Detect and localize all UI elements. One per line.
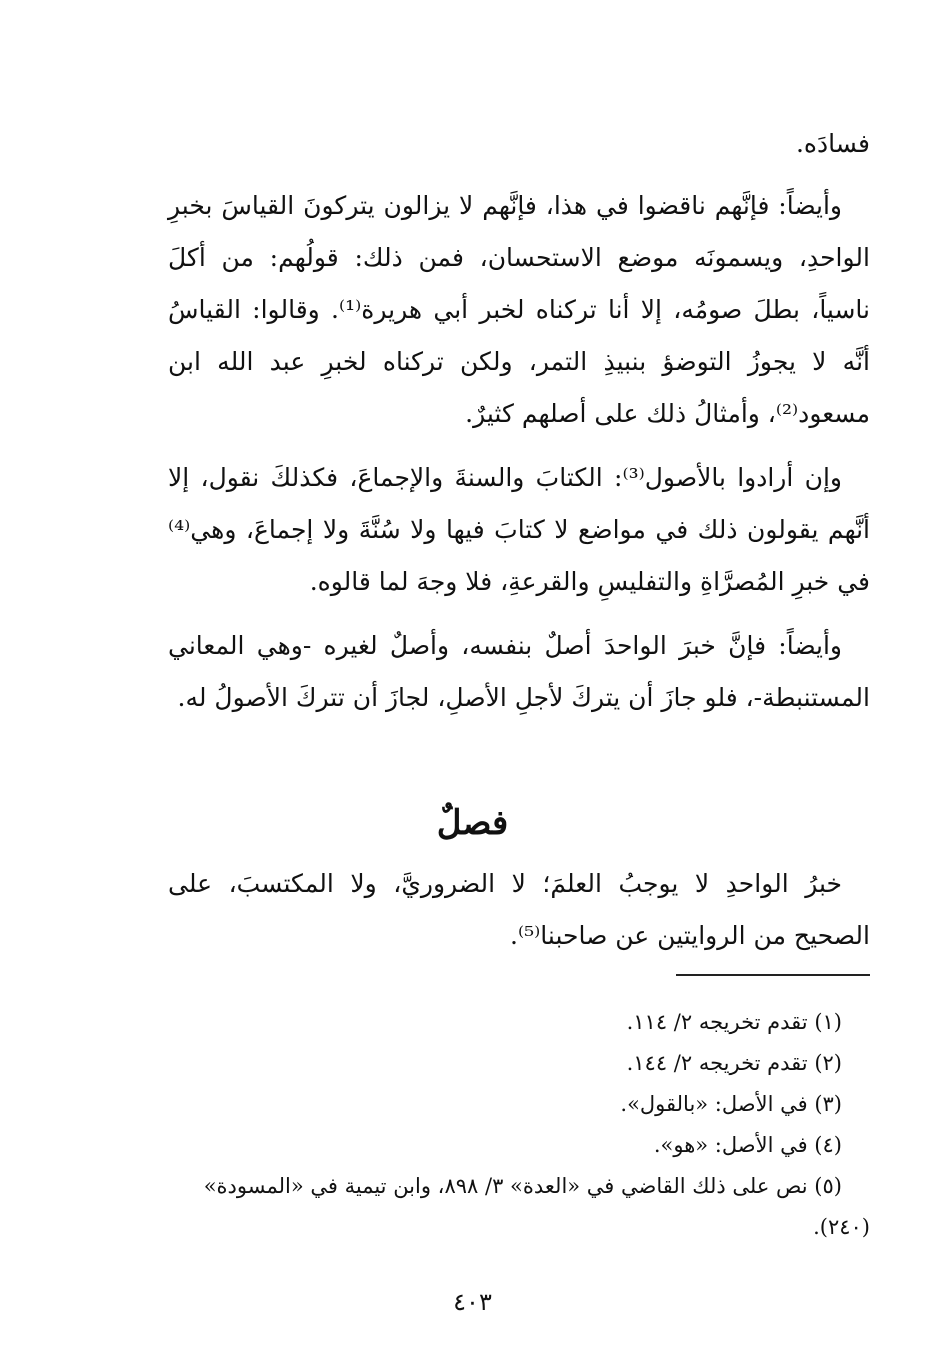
footnote-separator xyxy=(676,974,870,976)
paragraph-3: وإن أرادوا بالأصول⁽³⁾: الكتابَ والسنةَ والإجماعَ، فكذلكَ نقول، إلا أنَّهم يقولون ذلك في مواضع لا كتابَ فيها ولا سُنَّةَ ولا إجماعَ، وهي⁽⁴⁾ في خبرِ المُصرَّاةِ والتفليسِ والقرعةِ، فلا وجهَ لما قالوه. xyxy=(168,463,870,596)
footnote-4: (٤) في الأصل: «هو». xyxy=(653,1133,842,1157)
paragraph-1: فسادَه. xyxy=(795,129,870,158)
footnote-1: (١) تقدم تخريجه ٢/ ١١٤. xyxy=(626,1010,842,1034)
footnote-5-continuation: (٢٤٠). xyxy=(813,1215,870,1239)
page-number: ٤٠٣ xyxy=(453,1288,492,1316)
section-paragraph: خبرُ الواحدِ لا يوجبُ العلمَ؛ لا الضروريَّ، ولا المكتسبَ، على الصحيح من الروايتين عن صاحبنا⁽⁵⁾. xyxy=(168,869,870,950)
main-text xyxy=(168,118,870,724)
footnote-2: (٢) تقدم تخريجه ٢/ ١٤٤. xyxy=(626,1051,842,1075)
footnote-5: (٥) نص على ذلك القاضي في «العدة» ٣/ ٨٩٨، وابن تيمية في «المسودة» xyxy=(203,1174,842,1198)
footnote-3: (٣) في الأصل: «بالقول». xyxy=(620,1092,842,1116)
section-heading: فصلٌ xyxy=(436,803,509,843)
paragraph-4: وأيضاً: فإنَّ خبرَ الواحدَ أصلٌ بنفسه، وأصلٌ لغيره -وهي المعاني المستنبطة-، فلو جازَ أن يتركَ لأجلِ الأصلِ، لجازَ أن تتركَ الأصولُ له. xyxy=(168,631,870,712)
section-text xyxy=(168,858,870,962)
footnotes xyxy=(168,1002,870,1248)
paragraph-2: وأيضاً: فإنَّهم ناقضوا في هذا، فإنَّهم لا يزالون يتركونَ القياسَ بخبرِ الواحدِ، ويسمونَه موضع الاستحسان، فمن ذلك: قولُهم: من أكلَ ناسياً، بطلَ صومُه، إلا أنا تركناه لخبر أبي هريرة⁽¹⁾. وقالوا: القياسُ أنَّه لا يجوزُ التوضؤ بنبيذِ التمر، ولكن تركناه لخبرِ عبد الله ابن مسعود⁽²⁾، وأمثالُ ذلك على أصلهم كثيرٌ. xyxy=(168,191,870,428)
